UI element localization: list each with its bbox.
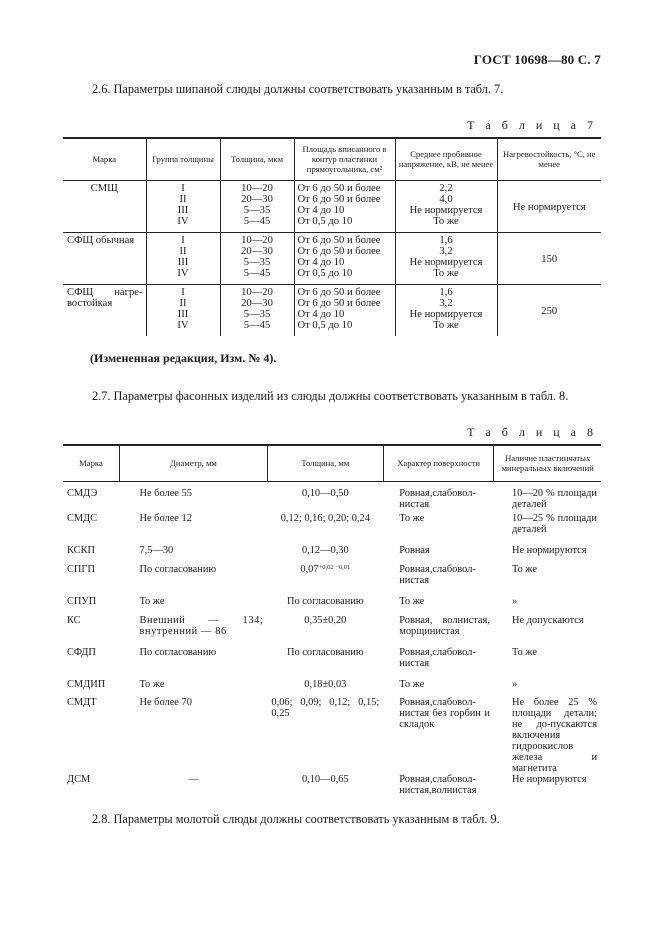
table-7-header-thickness: Толщина, мкм (220, 138, 294, 180)
table-8-surface-cell: Ровная (399, 545, 430, 556)
table-7-heat-cell: 250 (497, 284, 601, 336)
table-8-surface-cell: Ровная,слабовол-нистая без горбин и складок (399, 697, 490, 730)
table-7-area-cell: От 6 до 50 и более От 6 до 50 и более От 4 до 10 От 0,5 до 10 (294, 284, 395, 336)
table-8 (63, 444, 601, 804)
table-8-diameter-cell: 7,5—30 (139, 545, 174, 556)
amendment-note: (Измененная редакция, Изм. № 4). (90, 351, 277, 365)
table-7-voltage-cell: 2,2 4,0 Не нормируется То же (395, 180, 497, 232)
table-8-thickness-cell: 0,12; 0,16; 0,20; 0,24 (280, 513, 370, 524)
table-7-header-area: Площадь вписанного в контур пластинки прямоугольника, см² (294, 138, 395, 180)
table-7-marka-cell: СФЩ нагре-востойкая (63, 284, 146, 336)
table-8-marka-cell: СМДС (67, 513, 98, 524)
table-8-row (63, 697, 601, 774)
table-7-header-heat: Нагревостойкость, °С, не менее (497, 138, 601, 180)
table-7 (63, 137, 601, 336)
table-8-marka-cell: СПУП (67, 596, 97, 607)
table-8-diameter-cell: Не более 12 (139, 513, 192, 524)
table-8-marka-cell: ДСМ (67, 774, 91, 785)
table-8-surface-cell: Ровная,слабовол-нистая (399, 487, 476, 510)
table-8-row (63, 564, 601, 596)
table-8-diameter-cell: Не более 55 (139, 487, 192, 499)
table-8-inclusions-cell: 10—20 % площади деталей (511, 487, 597, 510)
table-8-thickness-cell: По согласованию (286, 647, 364, 658)
table-8-thickness-cell: $0,07^{+0,02 -0,01}$ (300, 564, 351, 575)
paragraph-2-7: 2.7. Параметры фасонных изделий из слюды должны соответствовать указанным в табл. 8. (92, 389, 569, 403)
table-7-group-cell: I II III IV (146, 232, 220, 284)
table-8-diameter-cell: — (188, 774, 199, 785)
table-8-marka-cell: СМДТ (67, 697, 97, 708)
table-8-row (63, 545, 601, 564)
table-8-diameter-cell: То же (139, 679, 165, 690)
table-8-surface-cell: Ровная,слабовол-нистая (399, 564, 476, 586)
table-8-caption: Т а б л и ц а 8 (467, 425, 597, 439)
table-8-inclusions-cell: 10—25 % площади деталей (511, 513, 597, 535)
table-8-inclusions-cell: Не нормируются (511, 774, 587, 785)
table-8-row (63, 679, 601, 697)
table-7-thickness-cell: 10—20 20—30 5—35 5—45 (220, 180, 294, 232)
table-8-diameter-cell: Внешний — 134; внутренний — 86 (139, 615, 264, 637)
table-8-surface-cell: То же (399, 513, 425, 524)
table-7-header-row (63, 138, 601, 180)
table-8-row (63, 615, 601, 647)
table-8-header-diameter: Диаметр, мм (119, 445, 267, 481)
table-7-thickness-cell: 10—20 20—30 5—35 5—45 (220, 284, 294, 336)
page-header: ГОСТ 10698—80 С. 7 (473, 52, 601, 67)
table-7-row (63, 180, 601, 232)
table-8-inclusions-cell: Не нормируются (511, 545, 587, 556)
table-8-thickness-cell: 0,06; 0,09; 0,12; 0,15; 0,25 (271, 697, 380, 719)
table-8-row (63, 513, 601, 545)
table-7-group-cell: I II III IV (146, 180, 220, 232)
table-7-group-cell: I II III IV (146, 284, 220, 336)
table-7-marka-cell: СМЩ (90, 182, 118, 194)
table-7-row (63, 284, 601, 336)
table-7-voltage-cell: 1,6 3,2 Не нормируется То же (395, 284, 497, 336)
table-8-diameter-cell: То же (139, 596, 165, 607)
table-8-row (63, 481, 601, 513)
table-8-row (63, 596, 601, 615)
table-7-marka-cell: СФЩ обычная (63, 232, 146, 284)
table-7-heat-cell: Не нормируется (497, 180, 601, 232)
table-8-surface-cell: То же (399, 679, 425, 690)
table-8-thickness-cell: 0,12—0,30 (301, 545, 349, 556)
table-8-marka-cell: СМДИП (67, 679, 106, 690)
table-8-inclusions-cell: То же (511, 647, 537, 658)
table-8-marka-cell: КС (67, 615, 81, 626)
table-8-row (63, 774, 601, 804)
table-8-inclusions-cell: То же (511, 564, 537, 575)
table-8-marka-cell: СМДЭ (67, 487, 98, 499)
table-7-row (63, 232, 601, 284)
table-8-surface-cell: Ровная,слабовол-нистая,волнистая (399, 774, 477, 796)
table-8-marka-cell: СПГП (67, 564, 95, 575)
table-8-diameter-cell: Не более 70 (139, 697, 192, 708)
table-7-area-cell: От 6 до 50 и более От 6 до 50 и более От 4 до 10 От 0,5 до 10 (294, 180, 395, 232)
table-7-header-marka: Марка (63, 138, 146, 180)
table-8-row (63, 647, 601, 679)
table-7-caption: Т а б л и ц а 7 (467, 118, 597, 132)
table-8-thickness-cell: По согласованию (286, 596, 364, 607)
table-7-heat-cell: 150 (497, 232, 601, 284)
table-7-area-cell: От 6 до 50 и более От 6 до 50 и более От 4 до 10 От 0,5 до 10 (294, 232, 395, 284)
table-8-surface-cell: То же (399, 596, 425, 607)
table-7-voltage-cell: 1,6 3,2 Не нормируется То же (395, 232, 497, 284)
table-7-thickness-cell: 10—20 20—30 5—35 5—45 (220, 232, 294, 284)
paragraph-2-8: 2.8. Параметры молотой слюды должны соответствовать указанным в табл. 9. (92, 812, 500, 826)
table-8-diameter-cell: По согласованию (139, 564, 217, 575)
thickness-tolerance: +0,02 −0,01 (318, 564, 351, 571)
table-8-header-row (63, 445, 601, 481)
table-8-marka-cell: КСКП (67, 545, 96, 556)
table-8-header-surface: Характер поверхности (383, 445, 494, 481)
table-8-thickness-cell: 0,10—0,65 (301, 774, 349, 785)
table-8-header-marka: Марка (63, 445, 119, 481)
table-8-diameter-cell: По согласованию (139, 647, 217, 658)
table-8-inclusions-cell: » (511, 596, 518, 607)
table-8-surface-cell: Ровная,слабовол-нистая (399, 647, 476, 669)
table-8-inclusions-cell: Не допускаются (511, 615, 584, 626)
table-8-header-thickness: Толщина, мм (267, 445, 383, 481)
table-8-thickness-cell: 0,35±0,20 (304, 615, 347, 626)
table-8-thickness-cell: 0,18±0,03 (304, 679, 347, 690)
paragraph-2-6: 2.6. Параметры шипаной слюды должны соответствовать указанным в табл. 7. (92, 82, 504, 96)
table-8-marka-cell: СФДП (67, 647, 96, 658)
table-8-thickness-cell: 0,10—0,50 (301, 487, 349, 499)
table-8-header-inclusions: Наличие пластинчатых минеральных включений (494, 445, 601, 481)
table-7-header-group: Группа толщины (146, 138, 220, 180)
table-8-surface-cell: Ровная, волнистая, морщинистая (399, 615, 490, 637)
table-7-header-voltage: Среднее пробивное напряжение, кВ, не менее (395, 138, 497, 180)
table-8-inclusions-cell: Не более 25 % площади детали; не до-пускаются включения гидроокислов железа и магнетита (511, 697, 597, 774)
table-8-inclusions-cell: » (511, 679, 518, 690)
